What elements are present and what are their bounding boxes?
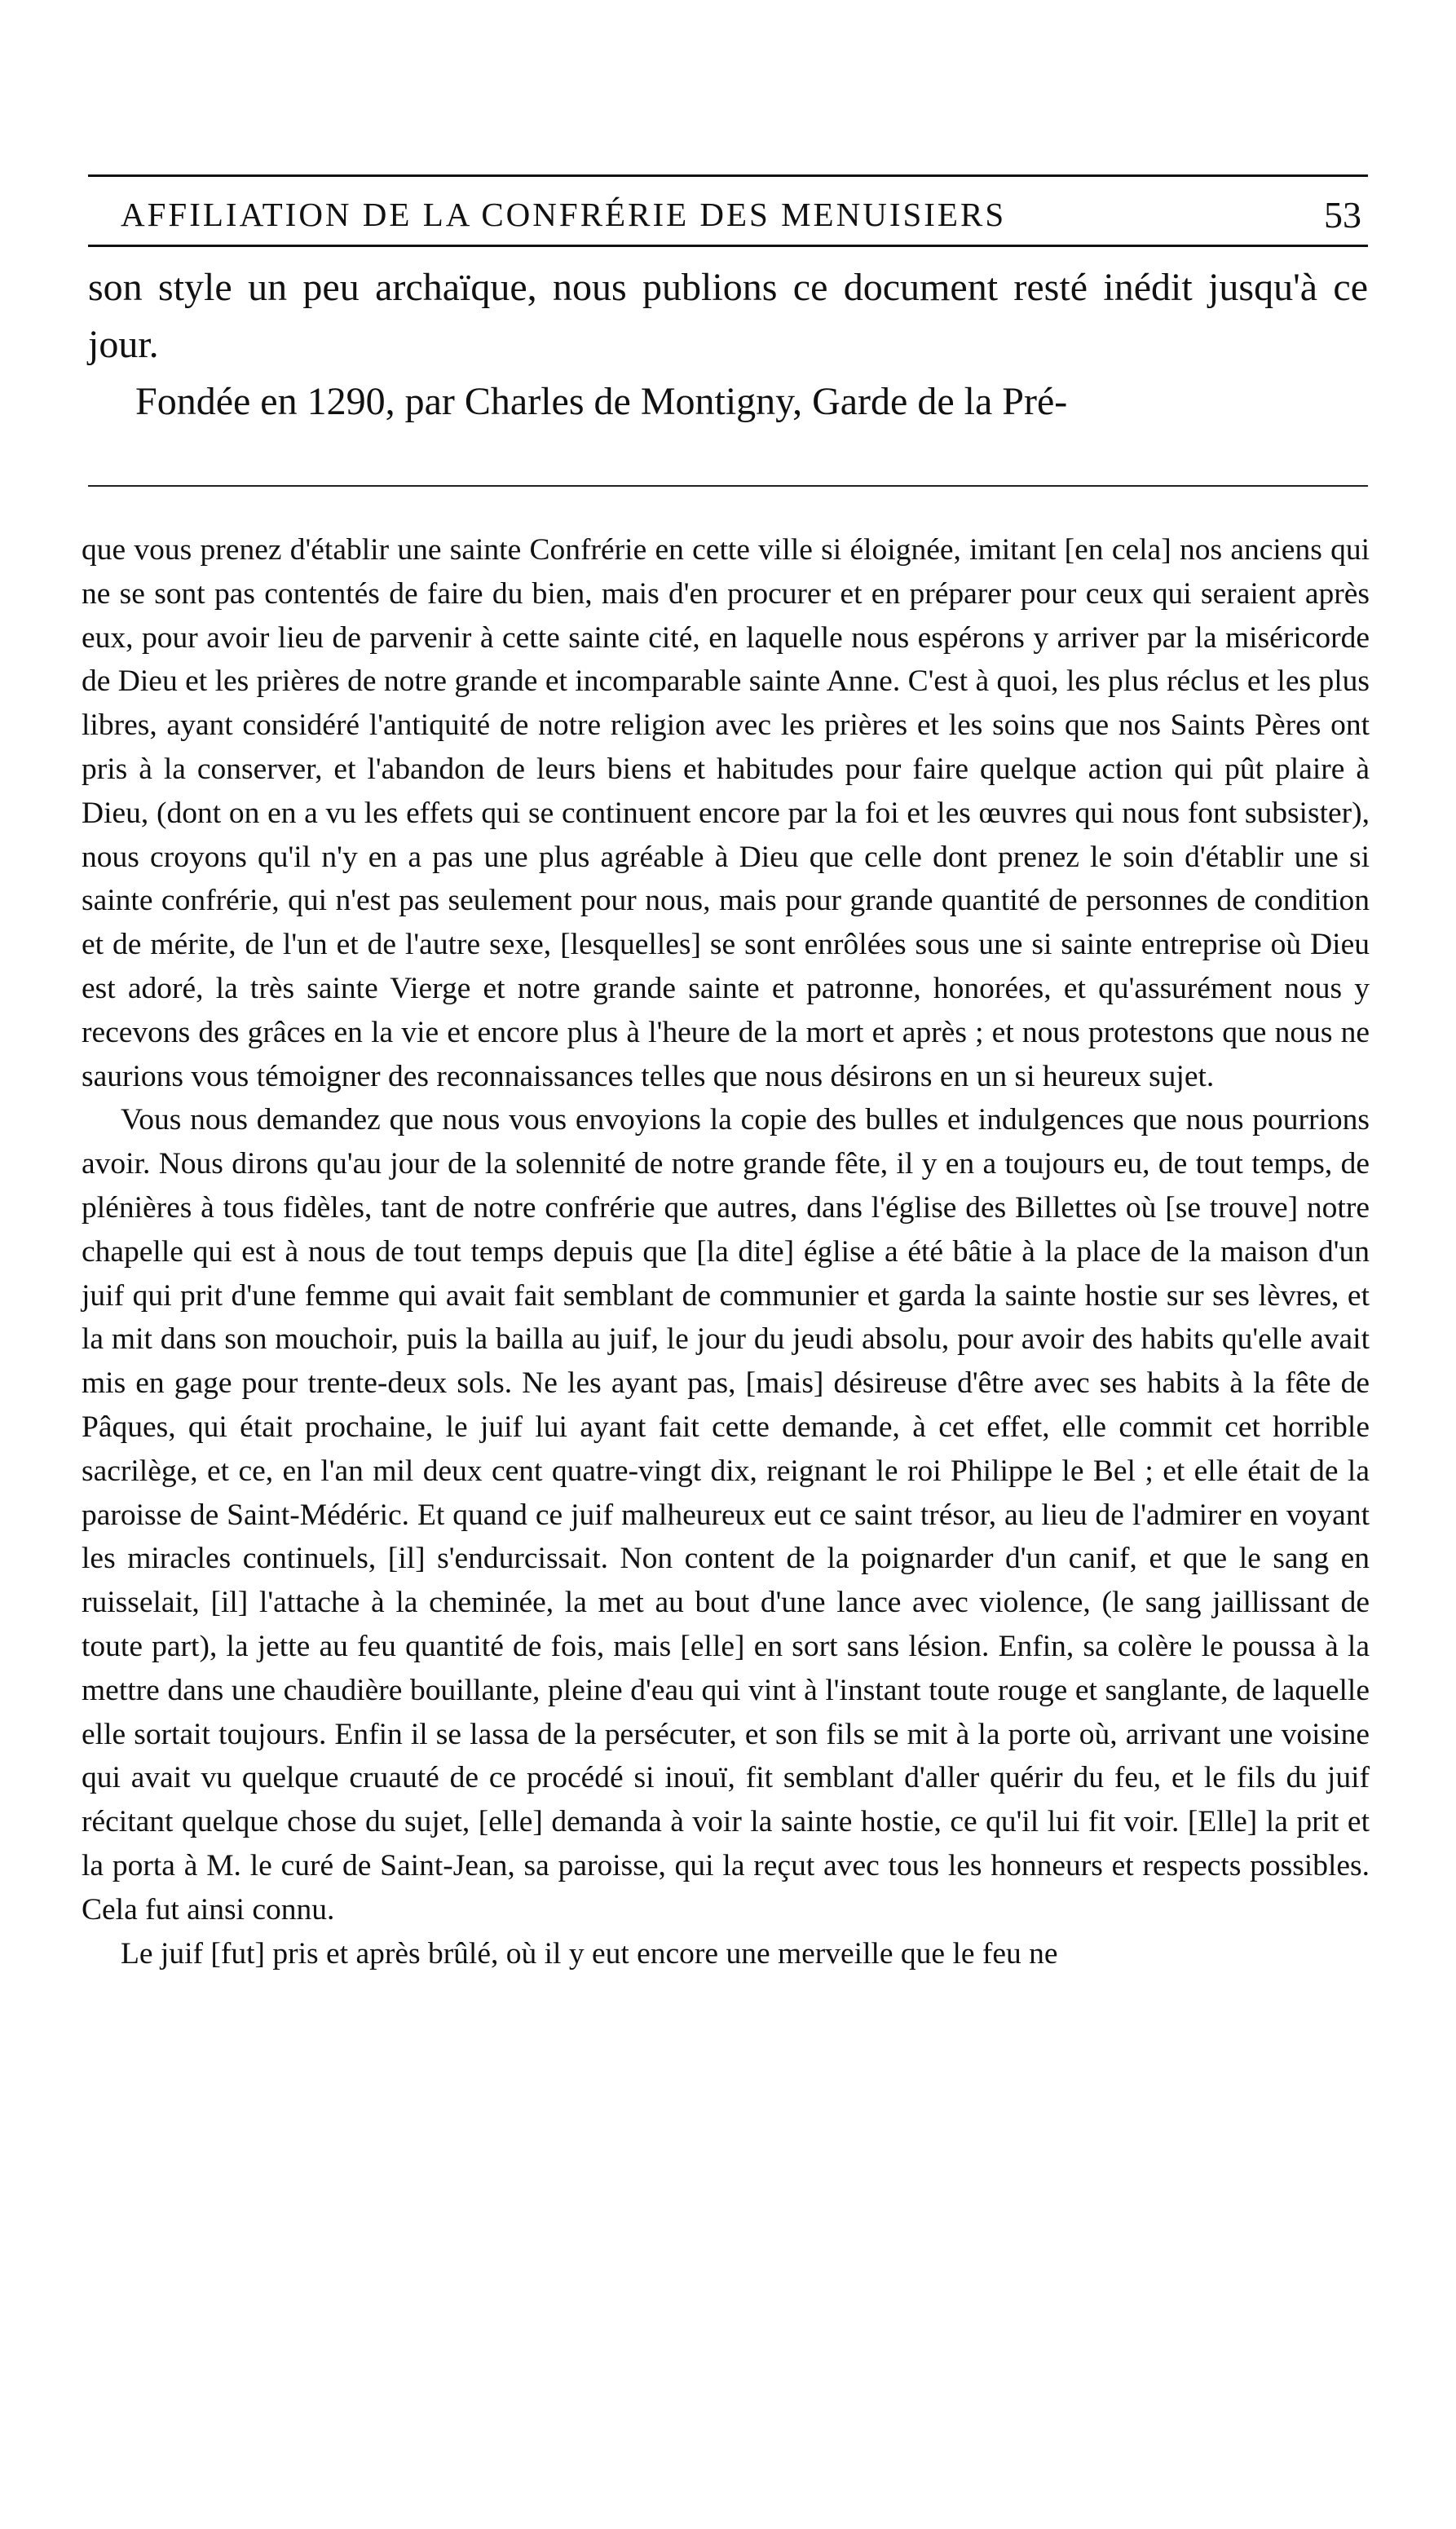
main-paragraph: son style un peu archaïque, nous publions ce document resté inédit jusqu'à ce jour. [88, 266, 1368, 366]
page-header [88, 186, 1368, 243]
footnote-separator [88, 485, 1368, 487]
page-number: 53 [1324, 193, 1361, 236]
header-top-rule [88, 174, 1368, 177]
footnote-paragraph: Le juif [fut] pris et après brûlé, où il y eut encore une merveille que le feu ne [121, 1936, 1058, 1971]
footnote-paragraph: Vous nous demandez que nous vous envoyions la copie des bulles et indulgences que nous pourrions avoir. Nous dirons qu'au jour de la solennité de notre grande fête, il y en a toujours eu, de tout temps, de plénières à tous fidèles, tant de notre confrérie que autres, dans l'église des Billettes où [se trouve] notre chapelle qui est à nous de tout temps depuis que [la dite] église a été bâtie à la place de la maison d'un juif qui prit d'une femme qui avait fait semblant de communier et garda la sainte hostie sur ses lèvres, et la mit dans son mouchoir, puis la bailla au juif, le jour du jeudi absolu, pour avoir des habits qu'elle avait mis en gage pour trente-deux sols. Ne les ayant pas, [mais] désireuse d'être avec ses habits à la fête de Pâques, qui était prochaine, le juif lui ayant fait cette demande, à cet effet, elle commit cet horrible sacrilège, et ce, en l'an mil deux cent quatre-vingt dix, reignant le roi Philippe le Bel ; et elle était de la paroisse de Saint-Médéric. Et quand ce juif malheureux eut ce saint trésor, au lieu de l'admirer en voyant les miracles continuels, [il] s'endurcissait. Non content de la poignarder d'un canif, et que le sang en ruisselait, [il] l'attache à la cheminée, la met au bout d'une lance avec violence, (le sang jaillissant de toute part), la jette au feu quantité de fois, mais [elle] en sort sans lésion. Enfin, sa colère le poussa à la mettre dans une chaudière bouillante, pleine d'eau qui vint à l'instant toute rouge et sanglante, de laquelle elle sortait toujours. Enfin il se lassa de la persécuter, et son fils se mit à la porte où, arrivant une voisine qui avait vu quelque cruauté de ce procédé si inouï, fit semblant d'aller quérir du feu, et le fils du juif récitant quelque chose du sujet, [elle] demanda à voir la sainte hostie, ce qu'il lui fit voir. [Elle] la prit et la porta à M. le curé de Saint-Jean, sa paroisse, qui la reçut avec tous les honneurs et respects possibles. Cela fut ainsi connu. [82, 1103, 1370, 1927]
footnote-text [82, 528, 1370, 1975]
header-bottom-rule [88, 245, 1368, 247]
running-title: AFFILIATION DE LA CONFRÉRIE DES MENUISIERS [121, 196, 1007, 233]
main-paragraph: Fondée en 1290, par Charles de Montigny, Garde de la Pré- [135, 380, 1068, 423]
footnote-paragraph: que vous prenez d'établir une sainte Confrérie en cette ville si éloignée, imitant [en cela] nos anciens qui ne se sont pas contentés de faire du bien, mais d'en procurer et en préparer pour ceux qui seraient après eux, pour avoir lieu de parvenir à cette sainte cité, en laquelle nous espérons y arriver par la miséricorde de Dieu et les prières de notre grande et incomparable sainte Anne. C'est à quoi, les plus réclus et les plus libres, ayant considéré l'antiquité de notre religion avec les prières et les soins que nos Saints Pères ont pris à la conserver, et l'abandon de leurs biens et habitudes pour faire quelque action qui pût plaire à Dieu, (dont on en a vu les effets qui se continuent encore par la foi et les œuvres qui nous font subsister), nous croyons qu'il n'y en a pas une plus agréable à Dieu que celle dont prenez le soin d'établir une si sainte confrérie, qui n'est pas seulement pour nous, mais pour grande quantité de personnes de condition et de mérite, de l'un et de l'autre sexe, [lesquelles] se sont enrôlées sous une si sainte entreprise où Dieu est adoré, la très sainte Vierge et notre grande sainte et patronne, honorées, et qu'assurément nous y recevons des grâces en la vie et encore plus à l'heure de la mort et après ; et nous protestons que nous ne saurions vous témoigner des reconnaissances telles que nous désirons en un si heureux sujet. [82, 533, 1370, 1093]
main-text [88, 259, 1368, 430]
